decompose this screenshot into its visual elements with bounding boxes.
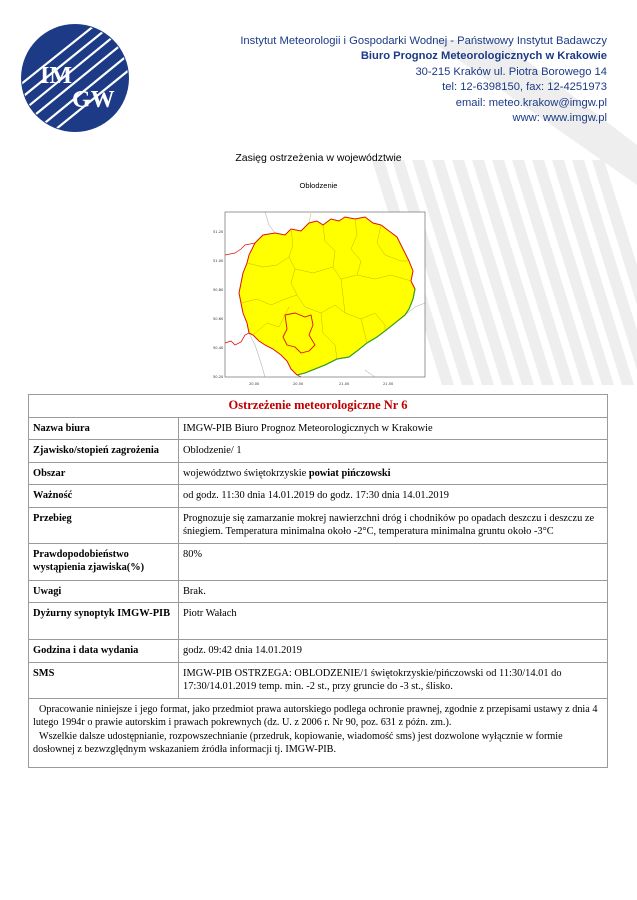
table-row bbox=[29, 417, 608, 440]
table-row bbox=[29, 662, 608, 698]
row-value-remarks: Brak. bbox=[179, 580, 608, 603]
row-label-sms: SMS bbox=[29, 662, 179, 698]
copyright-paragraph-1: Opracowanie niniejsze i jego format, jako przedmiot prawa autorskiego podlega ochronie prawnej, zgodnie z przepisami ustawy z dnia 4 lutego 1994r o prawie autorskim i prawach pokrewnych (dz. U. z 2006 r. Nr 90, poz. 631 z późn. zm.). bbox=[33, 703, 598, 728]
table-row bbox=[29, 395, 608, 418]
row-label-office: Nazwa biura bbox=[29, 417, 179, 440]
row-value-synoptic: Piotr Wałach bbox=[179, 603, 608, 640]
institution-header bbox=[240, 34, 607, 126]
row-label-probability: Prawdopodobieństwo wystąpienia zjawiska(%) bbox=[29, 543, 179, 580]
table-row bbox=[29, 507, 608, 543]
row-value-probability: 80% bbox=[179, 543, 608, 580]
lon-label: 21.50 bbox=[383, 382, 394, 386]
map-subtitle: Oblodzenie bbox=[299, 181, 338, 190]
row-label-synoptic: Dyżurny synoptyk IMGW-PIB bbox=[29, 603, 179, 640]
lat-label: 50.40 bbox=[213, 346, 224, 350]
row-label-issued: Godzina i data wydania bbox=[29, 640, 179, 663]
area-county: powiat pińczowski bbox=[308, 467, 391, 479]
row-value-issued: godz. 09:42 dnia 14.01.2019 bbox=[179, 640, 608, 663]
logo-text-im: IM bbox=[40, 63, 72, 89]
lat-label: 51.00 bbox=[213, 259, 224, 263]
logo-text-gw: GW bbox=[72, 87, 115, 113]
lat-label: 50.80 bbox=[213, 288, 224, 292]
lat-label: 50.20 bbox=[213, 375, 224, 379]
table-row bbox=[29, 440, 608, 463]
map-title: Zasięg ostrzeżenia w województwie bbox=[235, 152, 402, 164]
warning-area-map bbox=[205, 195, 430, 395]
row-value-course: Prognozuje się zamarzanie mokrej nawierzchni dróg i chodników po opadach deszczu i deszczu ze śniegiem. Temperatura minimalna około -2°C, temperatura minimalna gruntu około -3°C bbox=[179, 507, 608, 543]
warning-table bbox=[28, 394, 608, 768]
institution-name: Instytut Meteorologii i Gospodarki Wodnej - Państwowy Instytut Badawczy bbox=[240, 35, 607, 47]
office-name: Biuro Prognoz Meteorologicznych w Krakowie bbox=[360, 50, 607, 63]
copyright-paragraph-2: Wszelkie dalsze udostępnianie, rozpowszechnianie (przedruk, kopiowanie, wiadomość sms) jest dozwolone wyłącznie w formie dosłownej z bezwzględnym wskazaniem źródła informacji tj. IMGW-PIB. bbox=[33, 730, 563, 755]
row-value-validity: od godz. 11:30 dnia 14.01.2019 do godz. 17:30 dnia 14.01.2019 bbox=[179, 485, 608, 508]
table-row bbox=[29, 640, 608, 663]
lon-label: 21.00 bbox=[339, 382, 350, 386]
row-label-area: Obszar bbox=[29, 462, 179, 485]
office-email: email: meteo.krakow@imgw.pl bbox=[455, 96, 607, 109]
row-value-area bbox=[179, 462, 608, 485]
imgw-logo bbox=[20, 23, 130, 133]
table-row bbox=[29, 462, 608, 485]
row-value-office: IMGW-PIB Biuro Prognoz Meteorologicznych w Krakowie bbox=[179, 417, 608, 440]
lon-label: 20.50 bbox=[293, 382, 304, 386]
office-address: 30-215 Kraków ul. Piotra Borowego 14 bbox=[415, 65, 607, 78]
office-website: www: www.imgw.pl bbox=[512, 112, 607, 125]
office-phone: tel: 12-6398150, fax: 12-4251973 bbox=[442, 81, 607, 94]
lon-label: 20.00 bbox=[249, 382, 260, 386]
lat-label: 51.20 bbox=[213, 230, 224, 234]
table-row bbox=[29, 603, 608, 640]
row-value-sms: IMGW-PIB OSTRZEGA: OBLODZENIE/1 świętokrzyskie/pińczowski od 11:30/14.01 do 17:30/14.01.2019 temp. min. -2 st., przy gruncie do -3 st., ślisko. bbox=[179, 662, 608, 698]
table-row bbox=[29, 698, 608, 767]
row-label-phenomenon: Zjawisko/stopień zagrożenia bbox=[29, 440, 179, 463]
table-row bbox=[29, 580, 608, 603]
copyright-notice bbox=[29, 698, 608, 767]
table-row bbox=[29, 543, 608, 580]
lat-label: 50.60 bbox=[213, 317, 224, 321]
row-label-remarks: Uwagi bbox=[29, 580, 179, 603]
row-label-validity: Ważność bbox=[29, 485, 179, 508]
warning-title: Ostrzeżenie meteorologiczne Nr 6 bbox=[29, 395, 608, 418]
row-label-course: Przebieg bbox=[29, 507, 179, 543]
row-value-phenomenon: Oblodzenie/ 1 bbox=[179, 440, 608, 463]
area-voivodeship: województwo świętokrzyskie bbox=[183, 467, 309, 479]
table-row bbox=[29, 485, 608, 508]
